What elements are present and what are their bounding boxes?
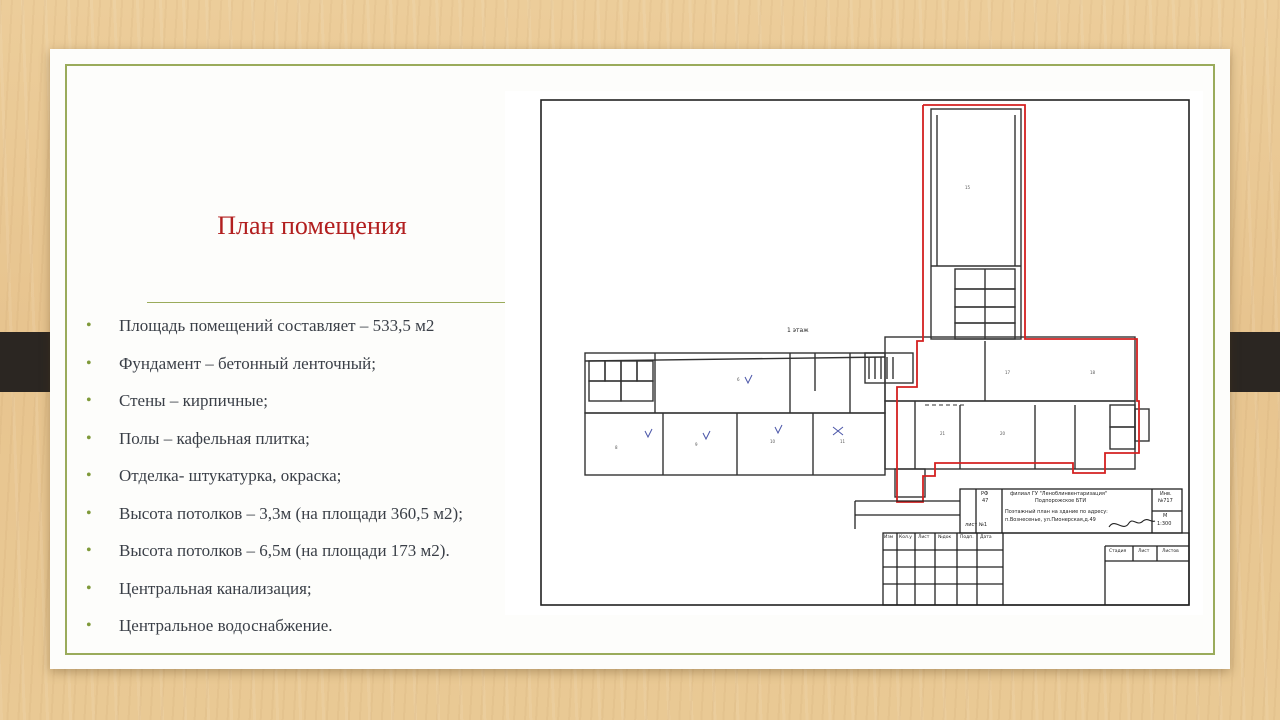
svg-text:11: 11 bbox=[840, 439, 846, 444]
bullet-item bbox=[86, 614, 463, 652]
stamp-col-sheets: Листов bbox=[1162, 549, 1179, 554]
svg-text:9: 9 bbox=[695, 442, 698, 447]
bullet-item bbox=[86, 502, 463, 540]
svg-text:10: 10 bbox=[770, 439, 776, 444]
stamp-list-label: лист №1 bbox=[965, 522, 988, 528]
bullet-dot-icon: • bbox=[86, 467, 92, 484]
stamp-col-data: Дата bbox=[980, 535, 992, 540]
svg-text:17: 17 bbox=[1005, 370, 1011, 375]
bullet-dot-icon: • bbox=[86, 617, 92, 634]
bullet-dot-icon: • bbox=[86, 542, 92, 559]
slide-title: План помещения bbox=[217, 211, 407, 240]
bullet-dot-icon: • bbox=[86, 317, 92, 334]
stamp-rf-label: РФ bbox=[981, 491, 989, 497]
svg-text:15: 15 bbox=[965, 185, 971, 190]
bullet-dot-icon: • bbox=[86, 429, 92, 447]
stamp-col-doc: №док bbox=[938, 535, 952, 540]
bullet-text: Центральная канализация; bbox=[119, 578, 312, 598]
stamp-col-list: Лист bbox=[918, 535, 930, 540]
floor-plan-drawing bbox=[505, 91, 1203, 615]
stamp-col-stage: Стадия bbox=[1109, 549, 1127, 554]
svg-text:8: 8 bbox=[615, 445, 618, 450]
stamp-sheet-label: М bbox=[1163, 513, 1168, 519]
bullet-list bbox=[86, 314, 463, 652]
stamp-org-line1: филиал ГУ "Леноблинвентаризация" bbox=[1010, 491, 1108, 497]
bullet-item bbox=[86, 314, 463, 352]
bullet-item bbox=[86, 539, 463, 577]
bullet-text: Отделка- штукатурка, окраска; bbox=[119, 466, 342, 485]
svg-text:18: 18 bbox=[1090, 370, 1096, 375]
bullet-item bbox=[86, 427, 463, 465]
bullet-text: Полы – кафельная плитка; bbox=[119, 428, 310, 448]
bullet-text: Площадь помещений составляет – 533,5 м2 bbox=[119, 316, 435, 335]
stamp-rf-value: 47 bbox=[982, 498, 989, 504]
stamp-desc-line2: п.Вознесенье, ул.Пионерская,д.49 bbox=[1005, 517, 1096, 523]
bullet-text: Стены – кирпичные; bbox=[119, 391, 268, 410]
bullet-text: Центральное водоснабжение. bbox=[119, 616, 333, 635]
bullet-item bbox=[86, 464, 463, 502]
svg-text:21: 21 bbox=[940, 431, 946, 436]
stamp-scale: 1:300 bbox=[1157, 521, 1172, 527]
stamp-col-kol: Кол.у bbox=[899, 535, 912, 540]
bullet-text: Высота потолков – 3,3м (на площади 360,5 м2); bbox=[119, 503, 463, 523]
bullet-item bbox=[86, 352, 463, 390]
floor-plan-image bbox=[505, 91, 1203, 615]
slide-card bbox=[50, 49, 1230, 669]
stamp-col-sheet: Лист bbox=[1138, 549, 1150, 554]
bullet-item bbox=[86, 389, 463, 427]
svg-text:20: 20 bbox=[1000, 431, 1006, 436]
stamp-desc-line1: Поэтажный план на здание по адресу: bbox=[1005, 509, 1108, 515]
bullet-item bbox=[86, 577, 463, 615]
stamp-col-podp: Подп. bbox=[960, 535, 974, 540]
floor-label: 1 этаж bbox=[787, 327, 809, 334]
stamp-inv-label: Инв. bbox=[1160, 491, 1172, 497]
svg-text:6: 6 bbox=[737, 377, 740, 382]
bullet-text: Высота потолков – 6,5м (на площади 173 м2). bbox=[119, 541, 450, 560]
bullet-dot-icon: • bbox=[86, 504, 92, 522]
stamp-inv-number: №717 bbox=[1158, 498, 1173, 504]
stamp-org-line2: Подпорожское БТИ bbox=[1035, 498, 1087, 504]
bullet-dot-icon: • bbox=[86, 392, 92, 409]
bullet-text: Фундамент – бетонный ленточный; bbox=[119, 353, 376, 373]
bullet-dot-icon: • bbox=[86, 579, 92, 597]
title-underline bbox=[147, 302, 507, 303]
bullet-dot-icon: • bbox=[86, 354, 92, 372]
stamp-col-izm: Изм bbox=[884, 535, 894, 540]
